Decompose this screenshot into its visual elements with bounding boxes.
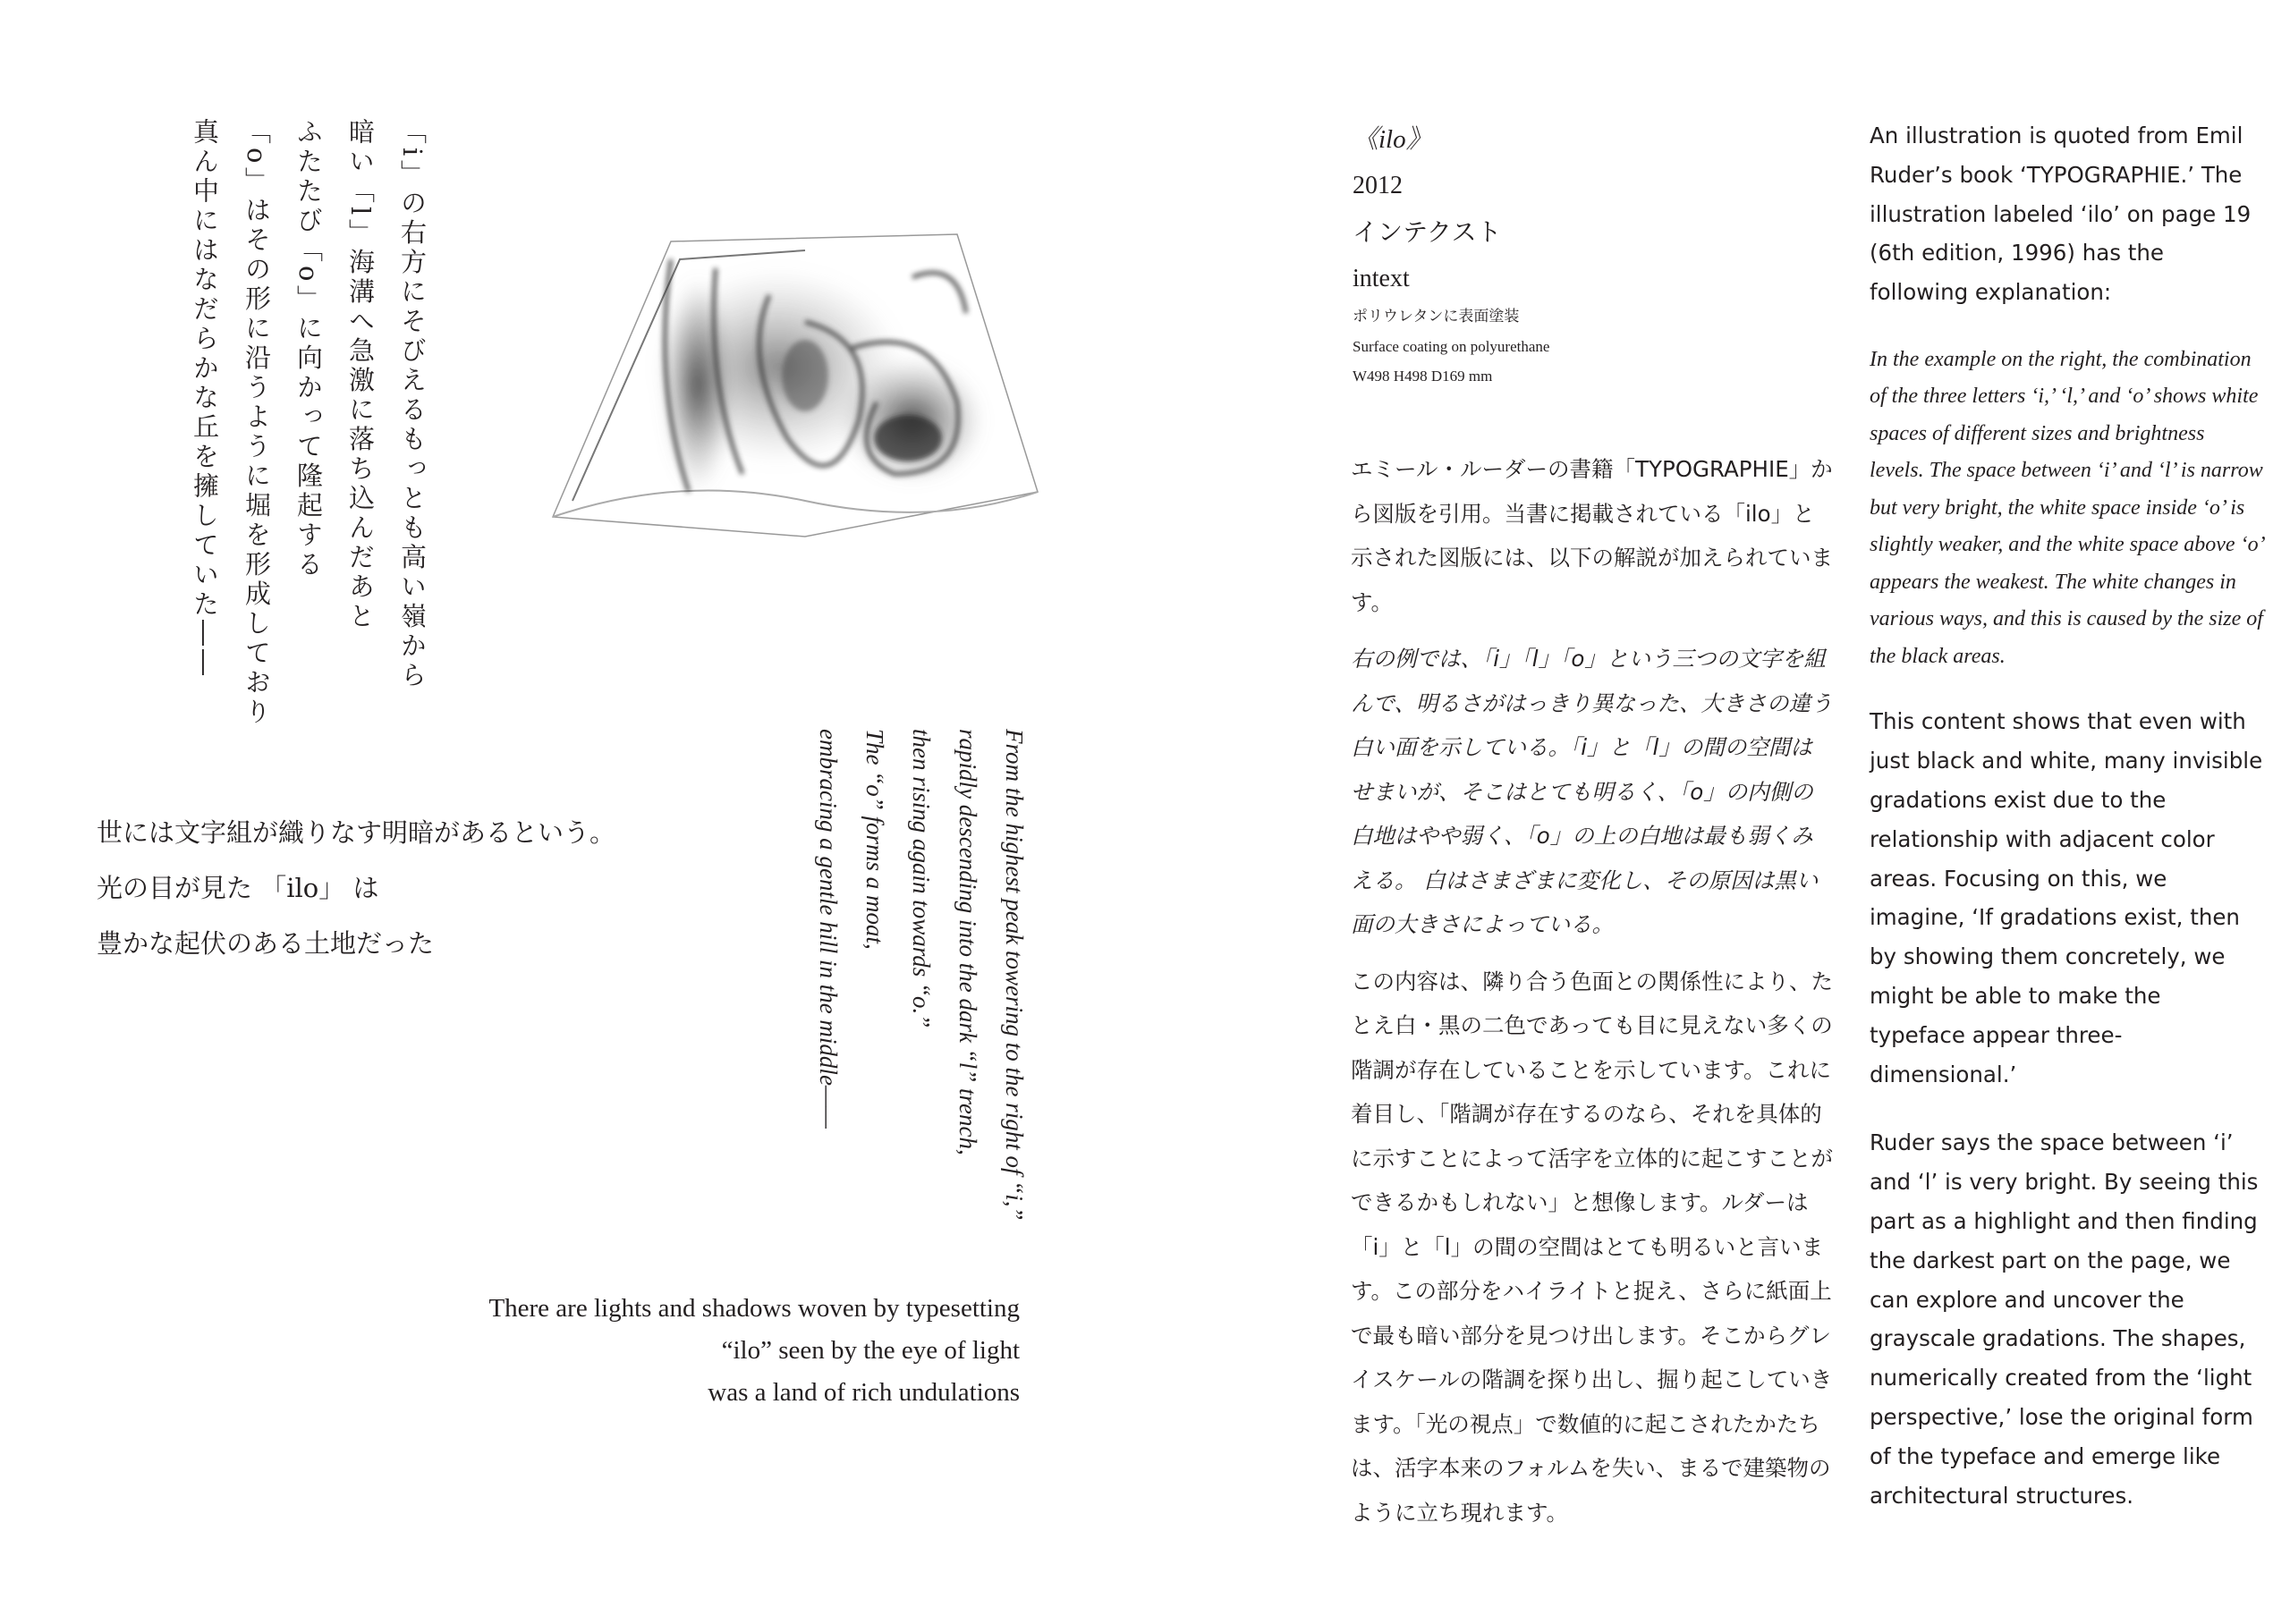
body-ja-paragraph: この内容は、隣り合う色面との関係性により、たとえ白・黒の二色であっても目に見えない多くの階調が存在していることを示しています。これに着目し、「階調が存在するのなら、それを具体的に示すことによって活字を立体的に起こすことができるかもしれない」と想像します。ルダーは「i」と「l」の間の空間はとても明るいと言います。この部分をハイライトと捉え、さらに紙面上で最も暗い部分を見つけ出します。そこからグレイスケールの階調を探り出し、掘り起こしていきます。「光の視点」で数値的に起こされたかたちは、活字本来のフォルムを失い、まるで建築物のように立ち現れます。 (1351, 968, 1833, 1526)
body-text-ja (1351, 447, 1834, 1547)
ilo-artwork-image (537, 206, 1073, 554)
body-en-paragraph: An illustration is quoted from Emil Ruder’s book ‘TYPOGRAPHIE.’ The illustration labeled ‘ilo’ on page 19 (6th edition, 1996) has the following explanation: (1870, 123, 2252, 306)
poem-en-line: From the highest peak towering to the right of “i,” (1001, 729, 1028, 1221)
body-ja-paragraph: エミール・ルーダーの書籍「TYPOGRAPHIE」から図版を引用。当書に掲載されている「ilo」と示された図版には、以下の解説が加えられています。 (1351, 456, 1833, 615)
work-maker-ja: インテクスト (1353, 217, 1502, 247)
work-year: 2012 (1353, 172, 1403, 199)
body-text-en (1870, 116, 2263, 1544)
tagline-en-line: “ilo” seen by the eye of light (721, 1336, 1020, 1365)
poem-en-line: The “o” forms a moat, (861, 729, 888, 950)
tagline-en-line: There are lights and shadows woven by typesetting (488, 1294, 1020, 1323)
poem-ja-line: ふたたび「o」に向かって隆起する (293, 118, 324, 580)
poem-ja-line: 暗い「l」海溝へ急激に落ち込んだあと (345, 118, 376, 632)
tagline-ja (97, 805, 669, 971)
vertical-poem-ja (170, 118, 438, 728)
work-maker-en: intext (1353, 265, 1410, 292)
tagline-ja-line: 光の目が見た 「ilo」 は (97, 873, 379, 903)
body-ja-quote: 右の例では、「i」「l」「o」という三つの文字を組んで、明るさがはっきり異なった、大きさの違う白い面を示している。「i」と「l」の間の空間はせまいが、そこはとても明るく、「o」の内側の白地はやや弱く、「o」の上の白地は最も弱くみえる。 白はさまざまに変化し、その原因は黒い面の大きさによっている。 (1351, 646, 1833, 937)
tagline-en-line: was a land of rich undulations (708, 1378, 1020, 1407)
poem-en-line: embracing a gentle hill in the middle—— (815, 729, 842, 1129)
body-en-paragraph: This content shows that even with just black and white, many invisible gradations exist due to the relationship with adjacent color areas. Focusing on this, we imagine, ‘If gradations exist, then by showing them concretely, we might be able to make the typeface appear three-dimensional.’ (1870, 708, 2263, 1087)
poem-en-line: rapidly descending into the dark “l” trench, (954, 729, 981, 1155)
work-title: 《ilo》 (1353, 125, 1432, 154)
poem-ja-line: 真ん中にはなだらかな丘を擁していた―― (190, 118, 220, 679)
poem-ja-line: 「o」はその形に沿うように堀を形成しており (242, 118, 272, 728)
work-material-ja: ポリウレタンに表面塗装 (1353, 308, 1520, 326)
work-dimensions: W498 H498 D169 mm (1353, 368, 1493, 385)
body-en-paragraph: Ruder says the space between ‘i’ and ‘l’ is very bright. By seeing this part as a highlight and then finding the darkest part on the page, we can explore and uncover the grayscale gradations. The shapes, numerically created from the ‘light perspective,’ lose the original form of the typeface and emerge like architectural structures. (1870, 1129, 2259, 1509)
body-en-quote: In the example on the right, the combination of the three letters ‘i,’ ‘l,’ and ‘o’ shows white spaces of different sizes and brightness levels. The space between ‘i’ and ‘l’ is narrow but very bright, the white space inside ‘o’ is slightly weaker, and the white space above ‘o’ appears the weakest. The white changes in various ways, and this is caused by the size of the black areas. (1870, 347, 2263, 668)
poem-en-line: then rising again towards “o.” (908, 729, 935, 1028)
vertical-poem-en (805, 729, 1038, 1373)
tagline-ja-line: 豊かな起伏のある土地だった (97, 928, 435, 959)
work-material-en: Surface coating on polyurethane (1353, 338, 1550, 355)
poem-ja-line: 「i」の右方にそびえるもっとも高い嶺から (397, 118, 428, 691)
tagline-ja-line: 世には文字組が織りなす明暗があるという。 (97, 817, 616, 848)
work-info (1353, 116, 1818, 391)
tagline-en (394, 1288, 1020, 1414)
